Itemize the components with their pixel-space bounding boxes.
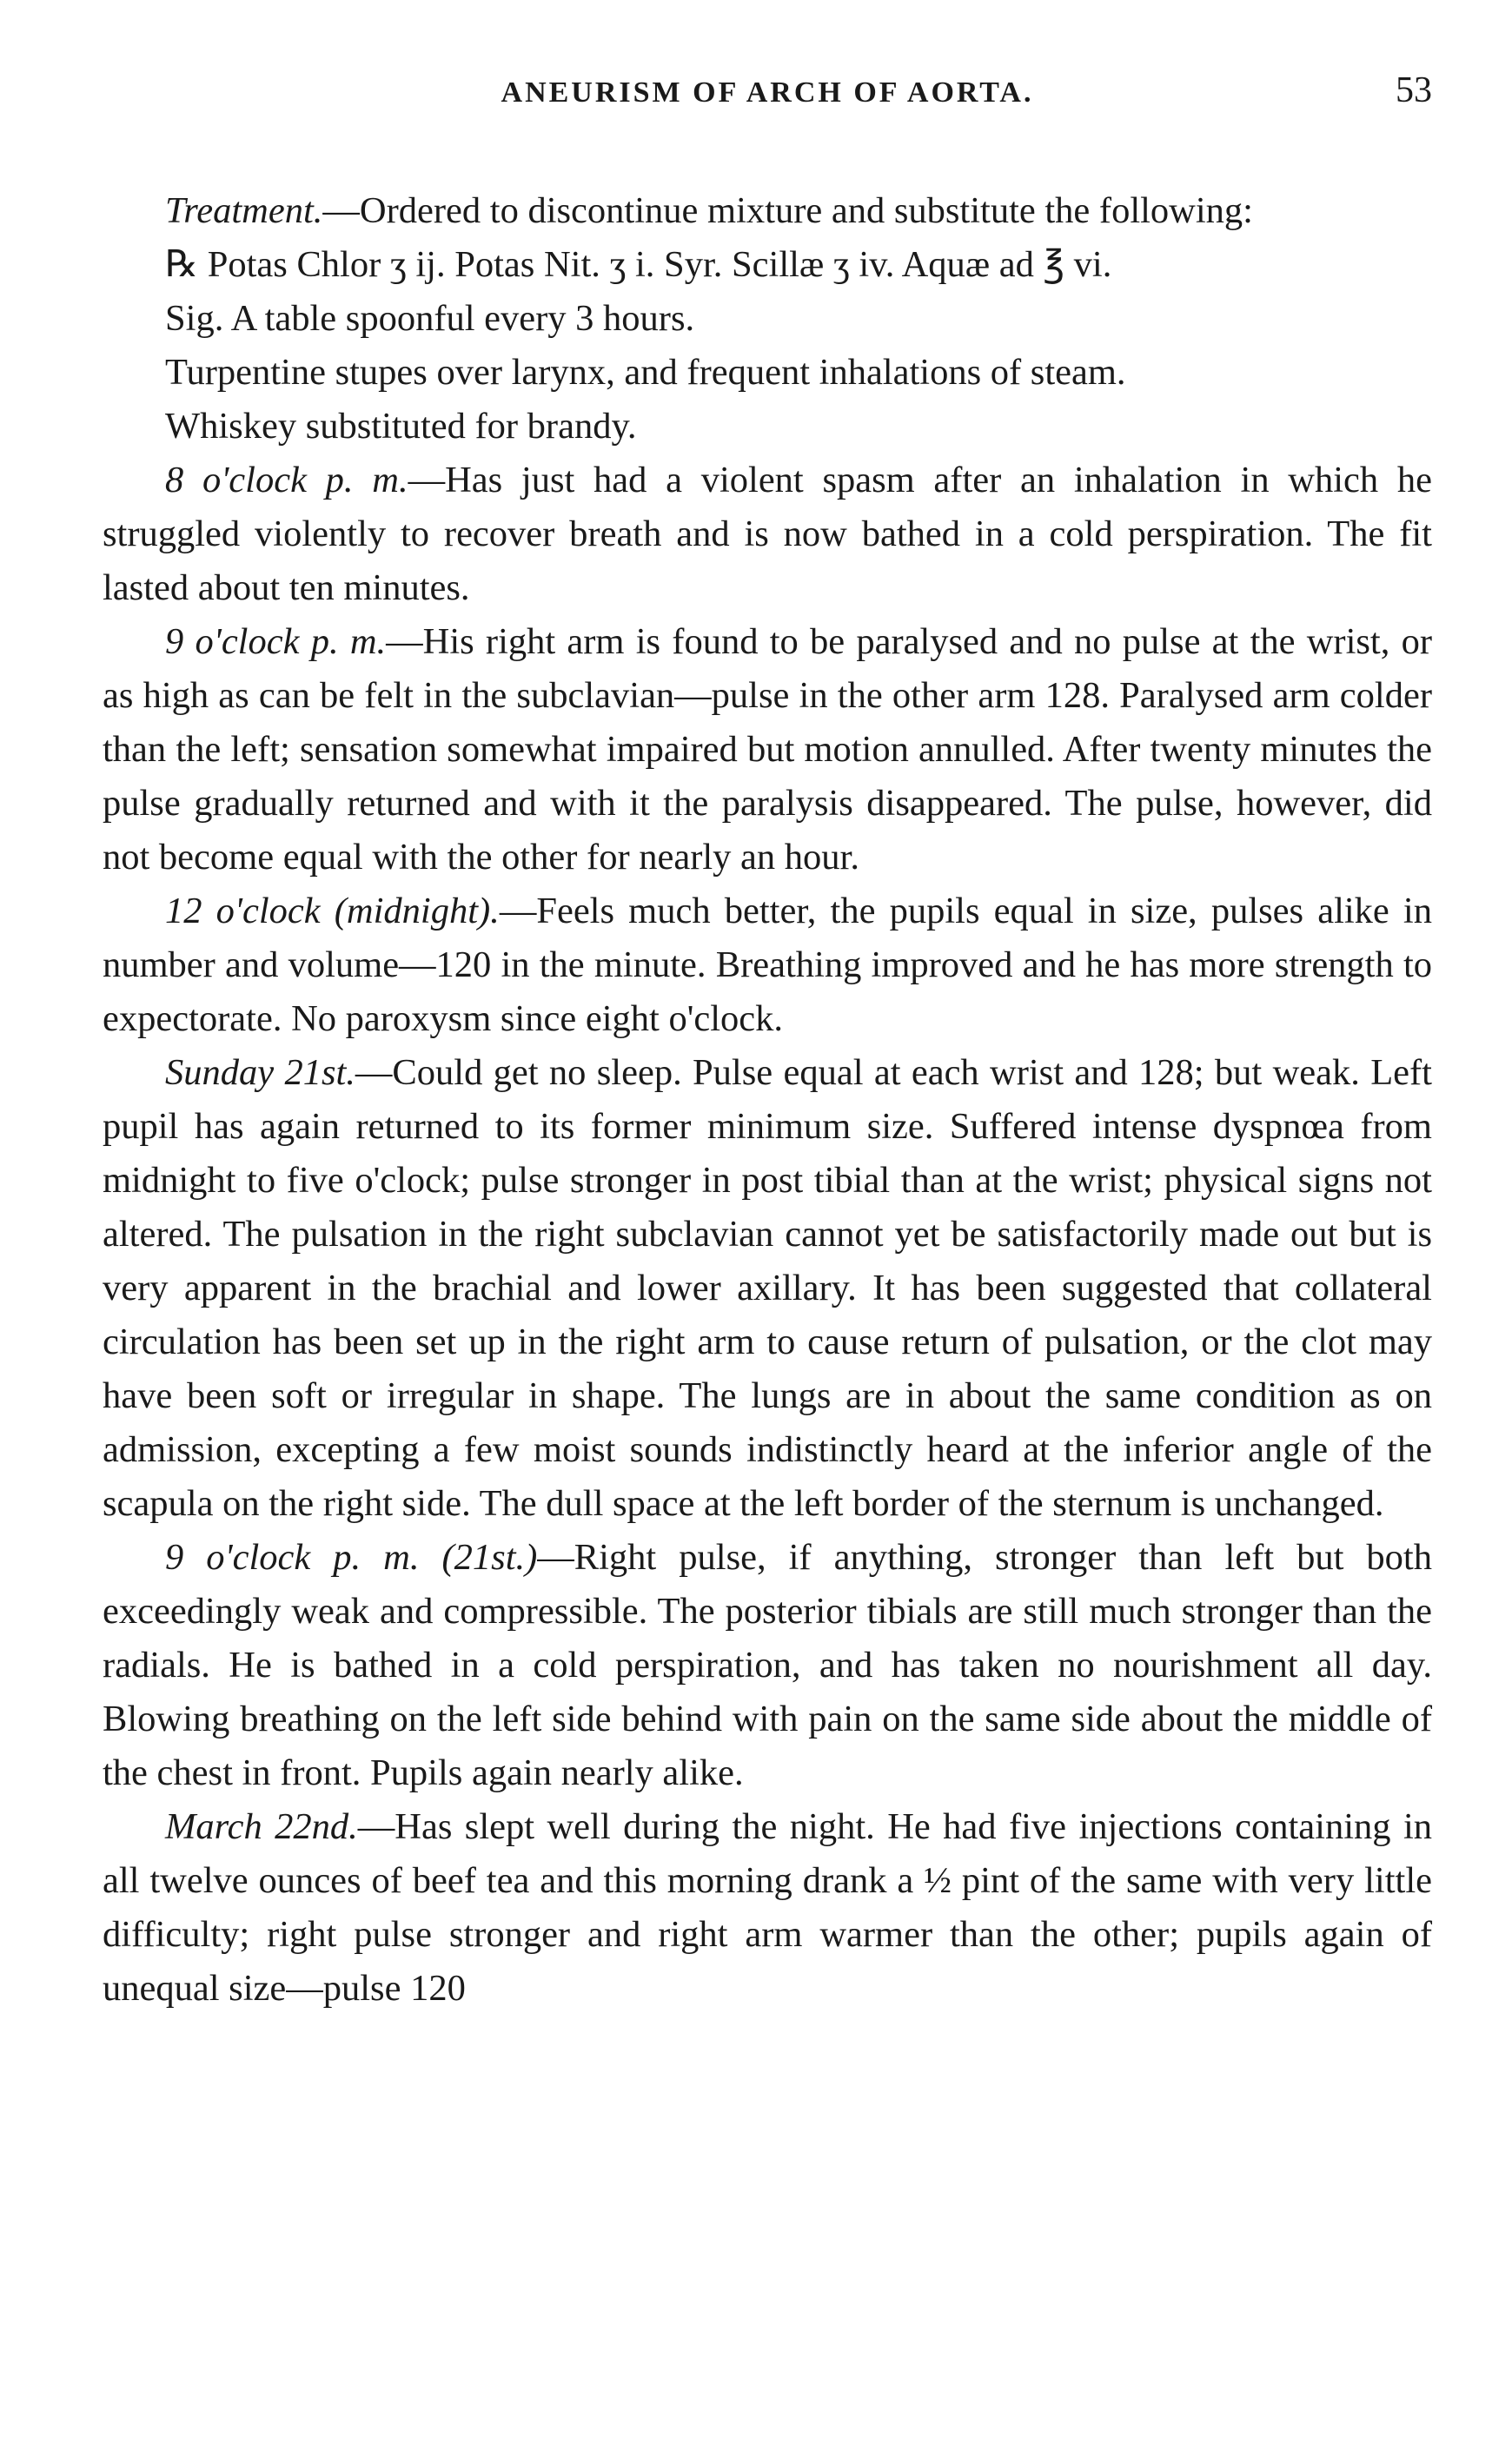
paragraph-text: Turpentine stupes over larynx, and frequent inhalations of steam. [165,352,1126,393]
paragraph-lead: 9 o'clock p. m. (21st.) [165,1537,538,1578]
paragraph-text: —Ordered to discontinue mixture and substitute the following: [322,190,1253,231]
paragraph-sunday [103,1046,1432,1531]
paragraph-whiskey [103,400,1432,454]
paragraph-text: Whiskey substituted for brandy. [165,406,637,447]
body-text [103,184,1432,2016]
paragraph-prescription [103,238,1432,292]
paragraph-treatment [103,184,1432,238]
paragraph-8pm [103,454,1432,615]
book-page [103,70,1432,2415]
paragraph-text: —Has slept well during the night. He had five injections containing in all twelve ounces of beef tea and this morning drank a ½ pint of the same with very little difficulty; right pulse stronger and right arm warmer than the other; pupils again of unequal size—pulse 120 [103,1806,1433,2009]
page-number: 53 [1396,70,1432,110]
paragraph-midnight [103,884,1432,1046]
paragraph-lead: 9 o'clock p. m. [165,621,387,662]
paragraph-text: —His right arm is found to be paralysed and no pulse at the wrist, or as high as can be felt in the subclavian—pulse in the other arm 128. Paralysed arm colder than the left; sensation somewhat impaired but motion annulled. After twenty minutes the pulse gradually returned and with it the paralysis disappeared. The pulse, however, did not become equal with the other for nearly an hour. [103,621,1432,878]
paragraph-9pm [103,615,1432,884]
running-title: ANEURISM OF ARCH OF AORTA. [501,76,1034,109]
running-head [103,70,1432,130]
paragraph-lead: 12 o'clock (midnight). [165,891,500,931]
paragraph-turpentine [103,346,1432,400]
paragraph-text: —Could get no sleep. Pulse equal at each wrist and 128; but weak. Left pupil has again returned to its former minimum size. Suffered intense dyspnœa from midnight to five o'clock; pulse stronger in post tibial than at the wrist; physical signs not altered. The pulsation in the right subclavian cannot yet be satisfactorily made out but is very apparent in the brachial and lower axillary. It has been suggested that collateral circulation has been set up in the right arm to cause return of pulsation, or the clot may have been soft or irregular in shape. The lungs are in about the same condition as on admission, excepting a few moist sounds indistinctly heard at the inferior angle of the scapula on the right side. The dull space at the left border of the sternum is unchanged. [103,1052,1432,1524]
paragraph-text: —Feels much better, the pupils equal in size, pulses alike in number and volume—120 in the minute. Breathing improved and he has more strength to expectorate. No paroxysm since eight o'clock. [103,891,1432,1039]
paragraph-lead: 8 o'clock p. m. [165,460,408,500]
paragraph-text: Sig. A table spoonful every 3 hours. [165,298,695,339]
paragraph-text: —Has just had a violent spasm after an inhalation in which he struggled violently to recover breath and is now bathed in a cold perspiration. The fit lasted about ten minutes. [103,460,1432,608]
paragraph-text: ℞ Potas Chlor ʒ ij. Potas Nit. ʒ i. Syr. Scillæ ʒ iv. Aquæ ad ℥ vi. [165,244,1112,285]
paragraph-signature [103,292,1432,346]
paragraph-lead: Treatment. [165,190,323,231]
paragraph-lead: March 22nd. [165,1806,358,1847]
paragraph-lead: Sunday 21st. [165,1052,355,1093]
paragraph-9pm-21st [103,1531,1432,1800]
paragraph-march-22 [103,1800,1432,2016]
paragraph-text: —Right pulse, if anything, stronger than left but both exceedingly weak and compressible. The posterior tibials are still much stronger than the radials. He is bathed in a cold perspiration, and has taken no nourishment all day. Blowing breathing on the left side behind with pain on the same side about the middle of the chest in front. Pupils again nearly alike. [103,1537,1432,1793]
